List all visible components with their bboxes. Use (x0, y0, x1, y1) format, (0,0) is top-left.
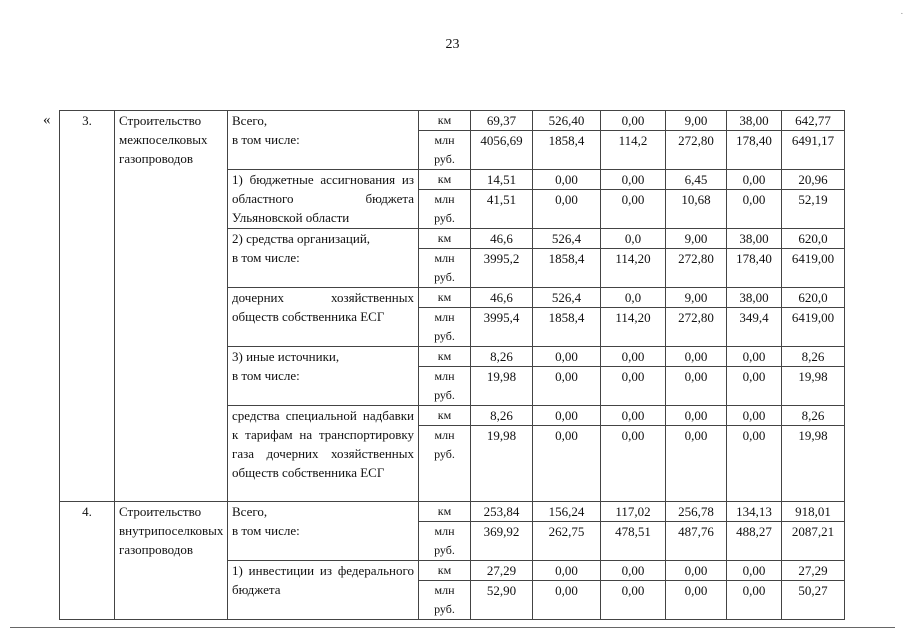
value-cell: 0,00 (727, 426, 782, 502)
value-cell: 0,00 (727, 170, 782, 190)
value-cell: 0,00 (727, 561, 782, 581)
value-cell: 478,51 (601, 522, 666, 561)
unit-cell: млн руб. (419, 308, 471, 347)
value-cell: 9,00 (666, 288, 727, 308)
value-cell: 6419,00 (782, 249, 845, 288)
value-cell: 0,00 (601, 581, 666, 620)
value-cell: 4056,69 (471, 131, 533, 170)
value-cell: 20,96 (782, 170, 845, 190)
funding-source: 2) средства организаций, в том числе: (228, 229, 419, 288)
value-cell: 488,27 (727, 522, 782, 561)
value-cell: 253,84 (471, 502, 533, 522)
unit-cell: км (419, 502, 471, 522)
section-title: Строительство внутрипоселковых газопроводов (115, 502, 228, 620)
unit-cell: млн руб. (419, 190, 471, 229)
value-cell: 620,0 (782, 229, 845, 249)
unit-cell: км (419, 561, 471, 581)
value-cell: 0,00 (601, 561, 666, 581)
value-cell: 156,24 (533, 502, 601, 522)
value-cell: 1858,4 (533, 131, 601, 170)
unit-cell: млн руб. (419, 131, 471, 170)
value-cell: 0,00 (666, 561, 727, 581)
value-cell: 46,6 (471, 288, 533, 308)
value-cell: 0,00 (666, 406, 727, 426)
value-cell: 0,00 (727, 406, 782, 426)
section-index: 4. (60, 502, 115, 620)
value-cell: 0,00 (533, 561, 601, 581)
value-cell: 8,26 (782, 406, 845, 426)
funding-source: средства специальной надбавки к тарифам на транспортировку газа дочерних хозяйственных обществ собственника ЕСГ (228, 406, 419, 502)
value-cell: 2087,21 (782, 522, 845, 561)
value-cell: 256,78 (666, 502, 727, 522)
value-cell: 52,19 (782, 190, 845, 229)
value-cell: 19,98 (471, 426, 533, 502)
value-cell: 6,45 (666, 170, 727, 190)
section-title: Строительство межпоселковых газопроводов (115, 111, 228, 502)
value-cell: 6419,00 (782, 308, 845, 347)
corner-mark: . (900, 6, 903, 16)
value-cell: 114,20 (601, 249, 666, 288)
value-cell: 0,00 (666, 581, 727, 620)
value-cell: 3995,2 (471, 249, 533, 288)
unit-cell: млн руб. (419, 581, 471, 620)
unit-cell: км (419, 288, 471, 308)
value-cell: 1858,4 (533, 249, 601, 288)
value-cell: 41,51 (471, 190, 533, 229)
section-index: 3. (60, 111, 115, 502)
value-cell: 6491,17 (782, 131, 845, 170)
value-cell: 3995,4 (471, 308, 533, 347)
value-cell: 0,0 (601, 229, 666, 249)
value-cell: 9,00 (666, 229, 727, 249)
funding-source: 3) иные источники, в том числе: (228, 347, 419, 406)
value-cell: 1858,4 (533, 308, 601, 347)
opening-quote: « (43, 112, 51, 128)
value-cell: 0,00 (533, 170, 601, 190)
value-cell: 19,98 (782, 367, 845, 406)
value-cell: 272,80 (666, 249, 727, 288)
value-cell: 0,00 (727, 190, 782, 229)
value-cell: 0,00 (727, 347, 782, 367)
value-cell: 0,00 (533, 581, 601, 620)
value-cell: 0,00 (601, 190, 666, 229)
value-cell: 50,27 (782, 581, 845, 620)
value-cell: 0,00 (666, 347, 727, 367)
table-row (60, 111, 845, 131)
unit-cell: млн руб. (419, 367, 471, 406)
unit-cell: км (419, 347, 471, 367)
unit-cell: км (419, 406, 471, 426)
value-cell: 0,00 (727, 581, 782, 620)
value-cell: 0,00 (601, 426, 666, 502)
value-cell: 19,98 (471, 367, 533, 406)
value-cell: 0,00 (533, 367, 601, 406)
value-cell: 9,00 (666, 111, 727, 131)
value-cell: 349,4 (727, 308, 782, 347)
value-cell: 0,0 (601, 288, 666, 308)
value-cell: 178,40 (727, 249, 782, 288)
value-cell: 8,26 (782, 347, 845, 367)
funding-source: 1) инвестиции из федерального бюджета (228, 561, 419, 620)
value-cell: 38,00 (727, 288, 782, 308)
unit-cell: млн руб. (419, 426, 471, 502)
unit-cell: км (419, 111, 471, 131)
value-cell: 0,00 (666, 367, 727, 406)
value-cell: 69,37 (471, 111, 533, 131)
unit-cell: млн руб. (419, 522, 471, 561)
value-cell: 8,26 (471, 406, 533, 426)
value-cell: 0,00 (601, 406, 666, 426)
value-cell: 272,80 (666, 308, 727, 347)
value-cell: 178,40 (727, 131, 782, 170)
value-cell: 0,00 (533, 190, 601, 229)
value-cell: 0,00 (533, 347, 601, 367)
value-cell: 272,80 (666, 131, 727, 170)
value-cell: 19,98 (782, 426, 845, 502)
value-cell: 27,29 (471, 561, 533, 581)
value-cell: 526,4 (533, 229, 601, 249)
value-cell: 0,00 (533, 426, 601, 502)
value-cell: 8,26 (471, 347, 533, 367)
value-cell: 134,13 (727, 502, 782, 522)
value-cell: 0,00 (601, 347, 666, 367)
value-cell: 918,01 (782, 502, 845, 522)
page-number: 23 (445, 37, 460, 52)
value-cell: 117,02 (601, 502, 666, 522)
funding-table (59, 110, 845, 620)
value-cell: 0,00 (601, 111, 666, 131)
value-cell: 526,4 (533, 288, 601, 308)
value-cell: 642,77 (782, 111, 845, 131)
funding-source: Всего, в том числе: (228, 111, 419, 170)
unit-cell: км (419, 170, 471, 190)
value-cell: 0,00 (601, 367, 666, 406)
unit-cell: млн руб. (419, 249, 471, 288)
value-cell: 14,51 (471, 170, 533, 190)
funding-source: Всего, в том числе: (228, 502, 419, 561)
table-row (60, 502, 845, 522)
value-cell: 46,6 (471, 229, 533, 249)
value-cell: 0,00 (533, 406, 601, 426)
value-cell: 0,00 (666, 426, 727, 502)
value-cell: 114,20 (601, 308, 666, 347)
value-cell: 52,90 (471, 581, 533, 620)
value-cell: 369,92 (471, 522, 533, 561)
bottom-rule (10, 627, 895, 628)
value-cell: 526,40 (533, 111, 601, 131)
value-cell: 38,00 (727, 229, 782, 249)
value-cell: 487,76 (666, 522, 727, 561)
funding-source: дочерних хозяйственных обществ собственника ЕСГ (228, 288, 419, 347)
value-cell: 114,2 (601, 131, 666, 170)
value-cell: 38,00 (727, 111, 782, 131)
value-cell: 0,00 (727, 367, 782, 406)
value-cell: 10,68 (666, 190, 727, 229)
value-cell: 620,0 (782, 288, 845, 308)
value-cell: 0,00 (601, 170, 666, 190)
funding-source: 1) бюджетные ассигнования из областного бюджета Ульяновской области (228, 170, 419, 229)
unit-cell: км (419, 229, 471, 249)
value-cell: 27,29 (782, 561, 845, 581)
value-cell: 262,75 (533, 522, 601, 561)
